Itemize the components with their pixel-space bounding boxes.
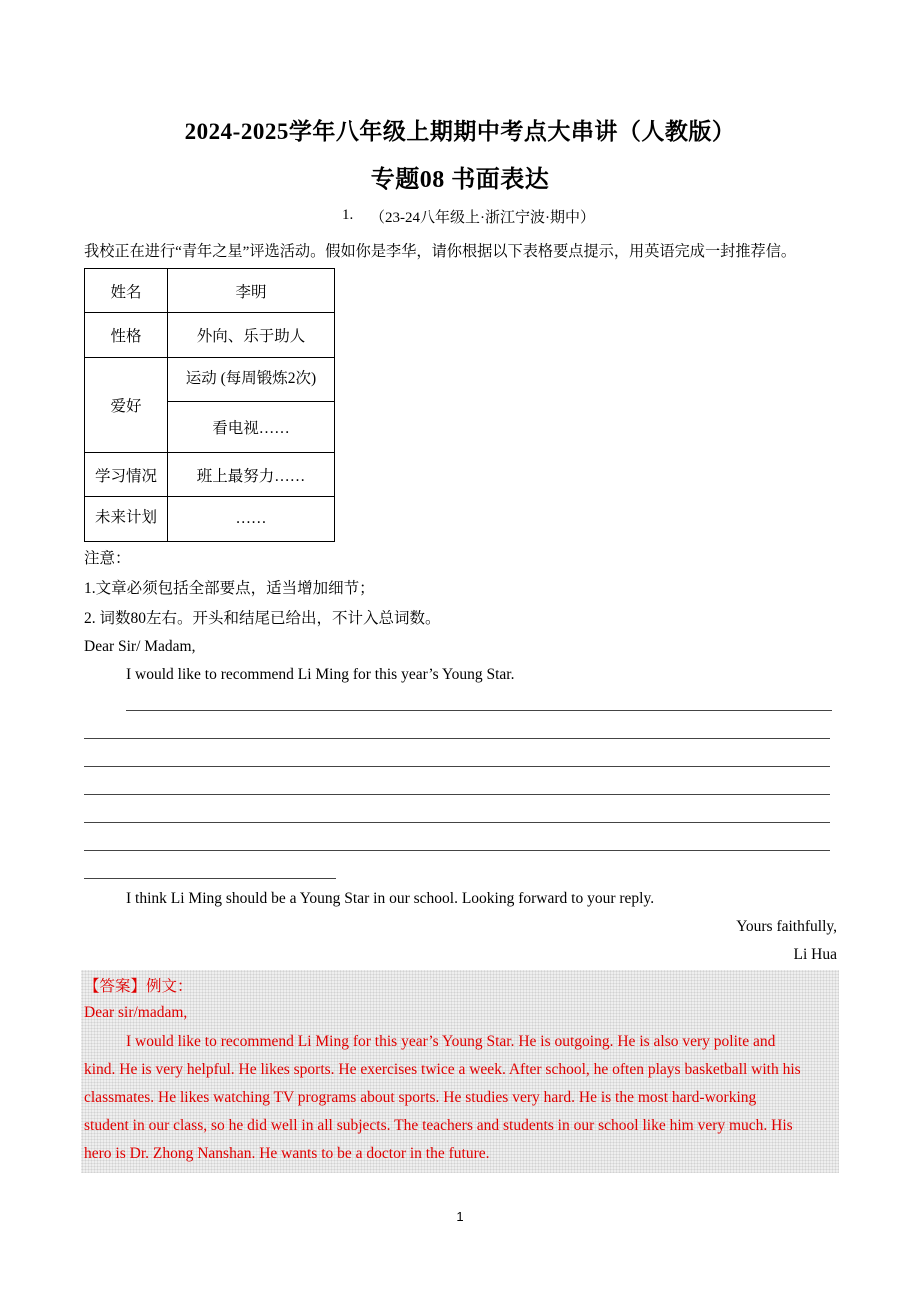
question-prompt: 我校正在进行“青年之星”评选活动。假如你是李华，请你根据以下表格要点提示，用英语完成一封推荐信。 [84, 243, 797, 260]
table-row [85, 453, 335, 497]
page-number: 1 [456, 1209, 464, 1224]
table-cell-key: 爱好 [85, 358, 168, 453]
table-row [85, 358, 335, 402]
writing-line [84, 822, 830, 823]
table-cell-value: …… [168, 497, 335, 542]
answer-label: 【答案】例文： [84, 978, 193, 995]
answer-greeting: Dear sir/madam, [84, 1004, 188, 1021]
page-title: 2024-2025学年八年级上期期中考点大串讲（人教版） [184, 119, 736, 144]
table-cell-key: 学习情况 [85, 453, 168, 497]
table-cell-value: 外向、乐于助人 [168, 313, 335, 358]
table-row [85, 313, 335, 358]
writing-line [84, 766, 830, 767]
letter-opening: I would like to recommend Li Ming for this year’s Young Star. [126, 666, 515, 683]
table-cell-key: 未来计划 [85, 497, 168, 542]
writing-line [84, 738, 830, 739]
answer-line: kind. He is very helpful. He likes sports. He exercises twice a week. After school, he often plays basketball with his [84, 1061, 801, 1078]
page-subtitle: 专题08 书面表达 [370, 167, 550, 193]
writing-line [84, 850, 830, 851]
info-table [84, 268, 335, 542]
table-cell-key: 姓名 [85, 269, 168, 313]
answer-line: student in our class, so he did well in all subjects. The teachers and students in our school like him very much. His [84, 1117, 793, 1134]
question-source: （23-24八年级上·浙江宁波·期中） [370, 210, 595, 226]
answer-line: hero is Dr. Zhong Nanshan. He wants to be a doctor in the future. [84, 1145, 490, 1162]
question-number: 1. [342, 207, 354, 223]
table-cell-key: 性格 [85, 313, 168, 358]
table-cell-value: 班上最努力…… [168, 453, 335, 497]
letter-closing: I think Li Ming should be a Young Star in our school. Looking forward to your reply. [126, 890, 655, 907]
letter-greeting: Dear Sir/ Madam, [84, 638, 196, 655]
note-item: 2. 词数80左右。开头和结尾已给出，不计入总词数。 [84, 610, 441, 627]
letter-signature: Li Hua [793, 946, 837, 963]
letter-signoff: Yours faithfully, [736, 918, 837, 935]
note-item: 1.文章必须包括全部要点，适当增加细节； [84, 580, 375, 597]
table-row [85, 497, 335, 542]
writing-line [84, 794, 830, 795]
table-row [85, 269, 335, 313]
table-cell-value: 李明 [168, 269, 335, 313]
writing-line [126, 710, 832, 711]
table-cell-value: 运动 (每周锻炼2次) [168, 358, 335, 402]
notes-heading: 注意： [84, 550, 131, 567]
writing-line [84, 878, 336, 879]
answer-line: I would like to recommend Li Ming for this year’s Young Star. He is outgoing. He is also very polite and [126, 1033, 776, 1050]
answer-line: classmates. He likes watching TV programs about sports. He studies very hard. He is the most hard-working [84, 1089, 757, 1106]
table-cell-value: 看电视…… [168, 402, 335, 453]
